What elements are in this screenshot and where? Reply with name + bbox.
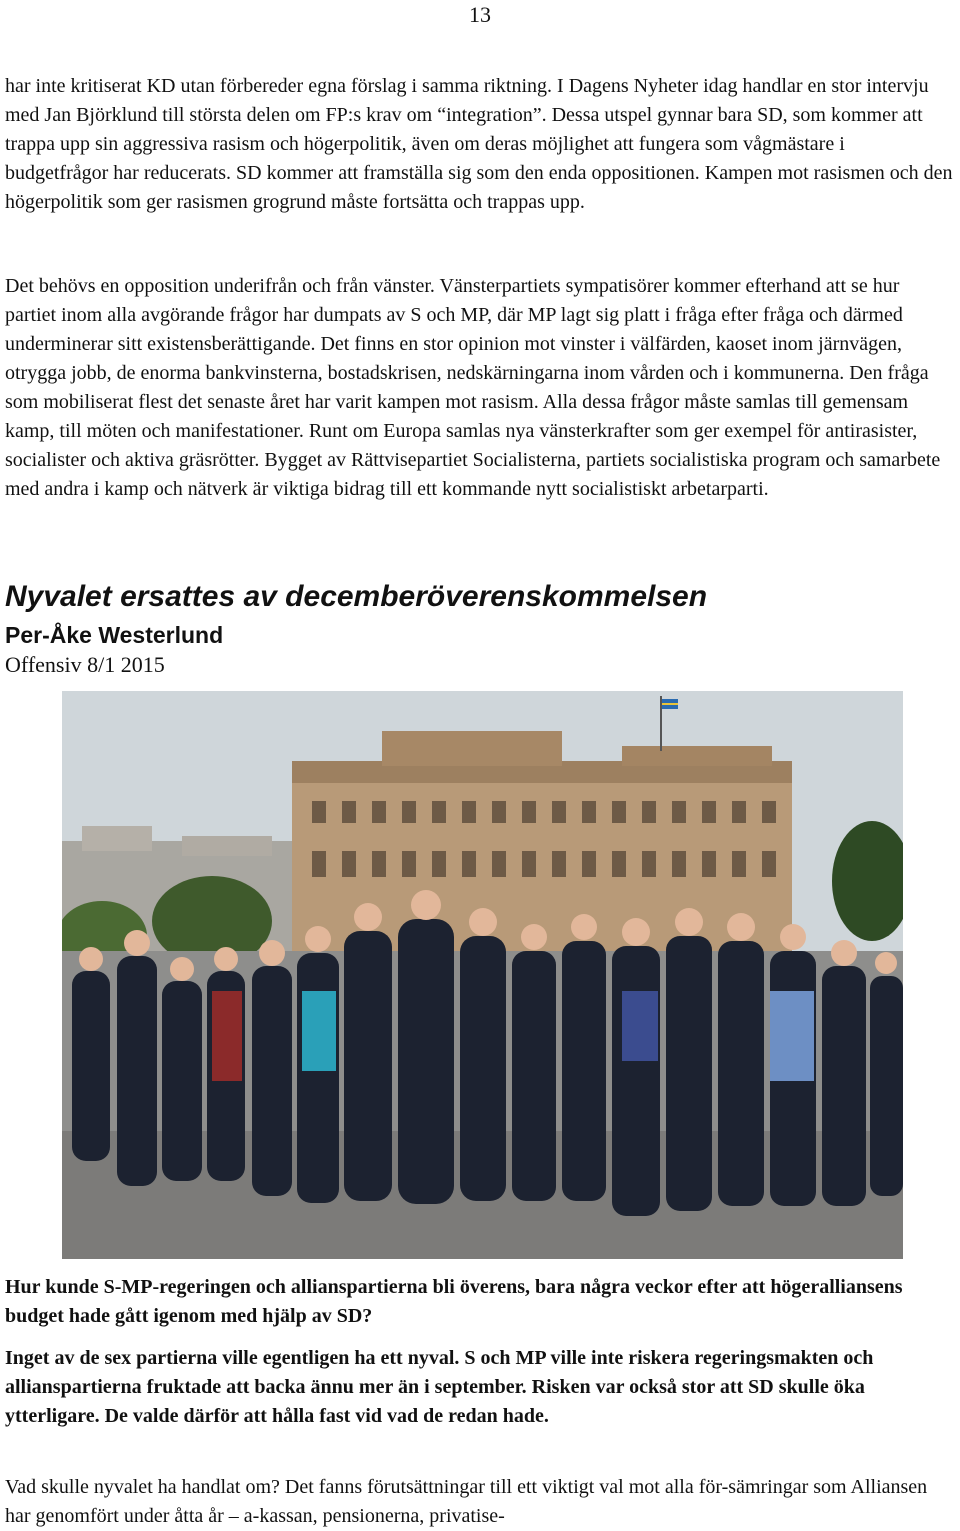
article-title: Nyvalet ersattes av decemberöverenskommelsen <box>5 580 708 613</box>
article-source: Offensiv 8/1 2015 <box>5 652 165 677</box>
article-lead-answer: Inget av de sex partierna ville egentligen ha ett nyval. S och MP ville inte riskera regeringsmakten och allianspartierna fruktade att backa ännu mer än i september. Risken var också stor att SD skulle öka ytterligare. De valde därför att hålla fast vid vad de redan hade. <box>5 1347 874 1427</box>
article-body-paragraph: Vad skulle nyvalet ha handlat om? Det fanns förutsättningar till ett viktigt val mot alla för-sämringar som Alliansen har genomfört under åtta år – a-kassan, pensionerna, privatise- <box>5 1476 928 1527</box>
article-lead-question: Hur kunde S-MP-regeringen och allianspartierna bli överens, bara några veckor efter att högeralliansens budget hade gått igenom med hjälp av SD? <box>5 1276 903 1327</box>
intro-paragraph-1: har inte kritiserat KD utan förbereder egna förslag i samma riktning. I Dagens Nyheter idag handlar en stor intervju med Jan Björklund till största delen om FP:s krav om “integration”. Dessa utspel gynnar bara SD, som kommer att trappa upp sin aggressiva rasism och högerpolitik, även om deras möjlighet att fungera som vågmästare i budgetfrågor har reducerats. SD kommer att framställa sig som den enda oppositionen. Kampen mot rasismen och den högerpolitik som ger rasismen grogrund måste fortsätta och trappas upp. <box>5 75 953 213</box>
page-number: 13 <box>469 2 491 27</box>
article-author: Per-Åke Westerlund <box>5 622 224 648</box>
government-group-photo <box>62 691 903 1259</box>
intro-paragraph-2: Det behövs en opposition underifrån och från vänster. Vänsterpartiets sympatisörer kommer efterhand att se hur partiet inom alla avgörande frågor har dumpats av S och MP, där MP lagt sig platt i fråga efter fråga och därmed underminerar sitt existensberättigande. Det finns en stor opinion mot vinster i välfärden, kaoset inom järnvägen, otrygga jobb, de enorma bankvinsterna, bostadskrisen, nedskärningarna inom vården och i kommunerna. Den fråga som mobiliserat flest det senaste året har varit kampen mot rasism. Alla dessa frågor måste samlas till gemensam kamp, till möten och manifestationer. Runt om Europa samlas nya vänsterkrafter som ger exempel för antirasister, socialister och aktiva gräsrötter. Bygget av Rättvisepartiet Socialisterna, partiets socialistiska program och samarbete med andra i kamp och nätverk är viktiga bidrag till ett kommande nytt socialistiskt arbetarparti. <box>5 275 941 500</box>
